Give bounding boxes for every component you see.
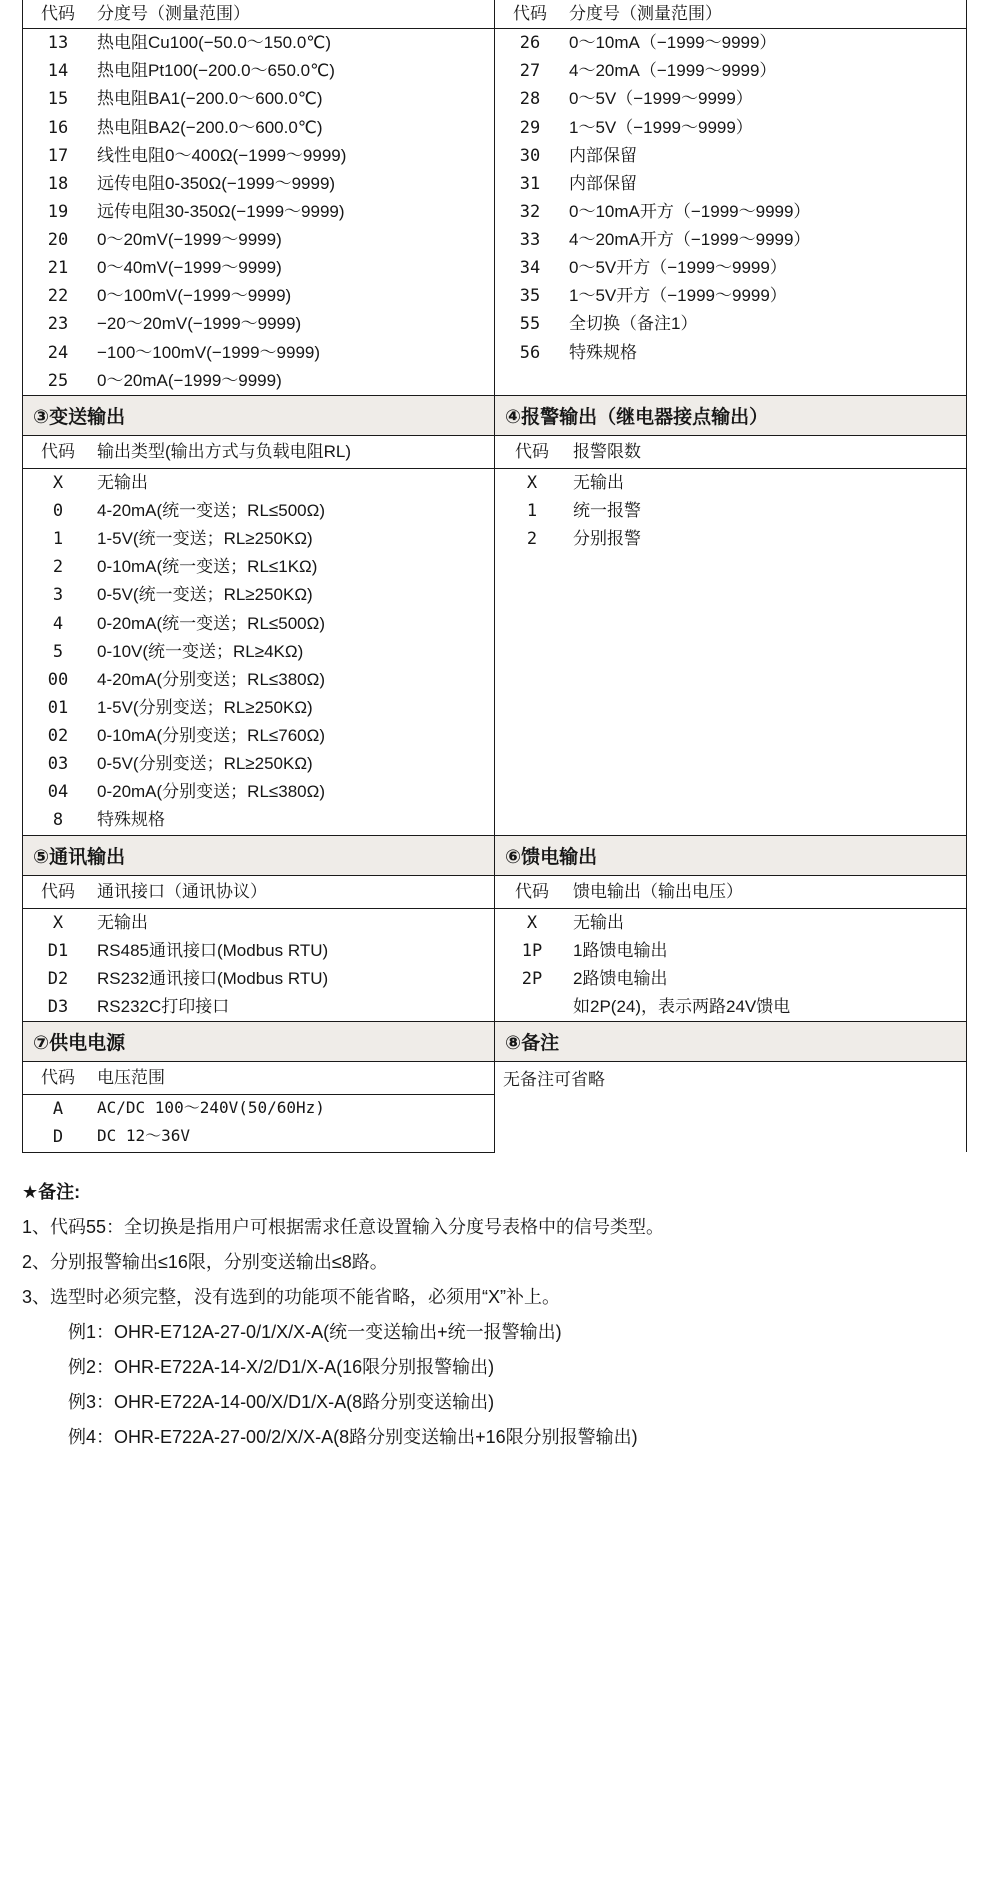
table-row <box>23 85 494 113</box>
table-row <box>23 610 494 638</box>
row-code: D3 <box>47 997 69 1017</box>
notes-section <box>22 1175 968 1456</box>
section5-header-code: 代码 <box>23 876 91 909</box>
row-desc: 0～20mV(−1999～9999) <box>97 230 282 249</box>
section-7-8-header-row <box>23 1062 967 1095</box>
notes-title: ★备注: <box>22 1181 81 1202</box>
row-desc: 全切换（备注1） <box>569 314 698 334</box>
section8-title: ⑧备注 <box>495 1022 966 1062</box>
section4-list <box>495 469 966 553</box>
row-code: 29 <box>519 117 541 138</box>
row-code: 5 <box>52 641 64 662</box>
row-code: 19 <box>47 201 69 222</box>
table-row <box>23 142 494 170</box>
note-item-2: 2、分别报警输出≤16限，分别变送输出≤8路。 <box>22 1251 388 1272</box>
row-desc: 特殊规格 <box>97 810 165 830</box>
row-code: 2P <box>521 968 543 989</box>
row-desc: 无输出 <box>573 472 624 492</box>
row-code: 27 <box>519 61 541 82</box>
row-code: 1 <box>52 529 64 550</box>
row-code: D2 <box>47 968 69 989</box>
row-code: 15 <box>47 89 69 110</box>
row-desc: 远传电阻30-350Ω(−1999～9999) <box>97 201 345 221</box>
section3-title: ③变送输出 <box>23 396 494 436</box>
row-code: 34 <box>519 258 541 279</box>
table-row <box>23 310 494 338</box>
row-desc: DC 12～36V <box>97 1126 191 1146</box>
row-desc: 0～10mA开方（−1999～9999） <box>569 201 811 221</box>
table-row <box>23 694 494 722</box>
row-desc: −100～100mV(−1999～9999) <box>97 342 321 362</box>
section5-title: ⑤通讯输出 <box>23 836 494 876</box>
row-code: 17 <box>47 145 69 166</box>
row-code: 3 <box>52 585 64 606</box>
row-code: 25 <box>47 370 69 391</box>
row-code: 56 <box>519 342 541 363</box>
row-desc: 无输出 <box>573 912 624 932</box>
row-code: 1P <box>521 940 543 961</box>
row-desc: 0-20mA(分别变送；RL≤380Ω) <box>97 782 325 802</box>
table-row <box>23 937 494 965</box>
row-desc: 0～5V（−1999～9999） <box>569 89 753 109</box>
table-row <box>495 29 966 57</box>
row-code: 24 <box>47 342 69 363</box>
row-code: 13 <box>47 33 69 54</box>
table-row <box>23 1095 494 1123</box>
row-desc: 0～5V开方（−1999～9999） <box>569 258 787 278</box>
table-row <box>23 254 494 282</box>
section6-list <box>495 909 966 1022</box>
section7-header-code: 代码 <box>23 1062 91 1095</box>
row-desc: 0～20mA(−1999～9999) <box>97 370 282 390</box>
table-row <box>495 909 966 937</box>
table-row <box>23 367 494 395</box>
example-2: 例2：OHR-E722A-14-X/2/D1/X-A(16限分别报警输出) <box>68 1356 495 1377</box>
row-code: 22 <box>47 286 69 307</box>
table-row <box>23 581 494 609</box>
example-4: 例4：OHR-E722A-27-00/2/X/X-A(8路分别变送输出+16限分别报警输出) <box>68 1427 638 1448</box>
row-desc: 0～100mV(−1999～9999) <box>97 286 292 306</box>
right-header-desc: 分度号（测量范围） <box>569 4 722 23</box>
row-code: 8 <box>52 810 64 831</box>
table-row <box>495 993 966 1021</box>
row-desc: 0-10mA(分别变送；RL≤760Ω) <box>97 726 325 745</box>
note-item-3: 3、选型时必须完整，没有选到的功能项不能省略，必须用“X”补上。 <box>22 1286 561 1307</box>
row-desc: 0-5V(分别变送；RL≥250KΩ) <box>97 754 313 774</box>
section6-header-code: 代码 <box>495 876 567 909</box>
table-row <box>495 310 966 338</box>
row-desc: 0～40mV(−1999～9999) <box>97 258 282 278</box>
row-code: 2 <box>526 529 538 550</box>
row-desc: 1-5V(统一变送；RL≥250KΩ) <box>97 529 313 549</box>
table-row <box>23 638 494 666</box>
row-code: 03 <box>47 754 69 775</box>
table-row <box>23 806 494 834</box>
row-desc: 热电阻BA2(−200.0～600.0℃) <box>97 117 323 137</box>
table-row <box>23 1123 494 1151</box>
row-desc: 1～5V开方（−1999～9999） <box>569 286 787 306</box>
row-code: 28 <box>519 89 541 110</box>
input-signal-body-row <box>23 29 967 396</box>
right-header-code: 代码 <box>513 4 547 24</box>
row-desc: RS232通讯接口(Modbus RTU) <box>97 968 329 988</box>
row-desc: −20～20mV(−1999～9999) <box>97 314 302 334</box>
row-desc: 如2P(24)，表示两路24V馈电 <box>573 997 791 1016</box>
section-3-4-title-row <box>23 395 967 436</box>
row-code: 00 <box>47 669 69 690</box>
table-row <box>495 525 966 553</box>
table-row <box>23 965 494 993</box>
row-code: D1 <box>47 940 69 961</box>
row-desc: 2路馈电输出 <box>573 968 668 988</box>
row-code: 26 <box>519 33 541 54</box>
example-1: 例1：OHR-E712A-27-0/1/X/X-A(统一变送输出+统一报警输出) <box>68 1321 562 1342</box>
section-3-4-header-row <box>23 436 967 469</box>
input-signal-header-row <box>23 0 967 29</box>
table-row <box>495 198 966 226</box>
right-code-list <box>495 29 966 367</box>
table-row <box>23 750 494 778</box>
row-desc: 内部保留 <box>569 173 637 193</box>
row-code: 30 <box>519 145 541 166</box>
table-row <box>495 85 966 113</box>
row-desc: 1路馈电输出 <box>573 940 668 960</box>
table-row <box>23 198 494 226</box>
row-code: 35 <box>519 286 541 307</box>
row-desc: 无输出 <box>97 912 148 932</box>
table-row <box>23 282 494 310</box>
example-3: 例3：OHR-E722A-14-00/X/D1/X-A(8路分别变送输出) <box>68 1392 495 1413</box>
table-row <box>23 778 494 806</box>
table-row <box>23 666 494 694</box>
section4-header-desc: 报警限数 <box>567 436 966 469</box>
row-desc: 4-20mA(统一变送；RL≤500Ω) <box>97 501 325 520</box>
row-code: D <box>52 1127 64 1148</box>
row-code: 33 <box>519 230 541 250</box>
table-row <box>23 339 494 367</box>
table-row <box>23 722 494 750</box>
row-code: 18 <box>47 173 69 194</box>
row-code: 20 <box>47 230 69 250</box>
row-desc: 4～20mA（−1999～9999） <box>569 61 777 81</box>
section7-header-desc: 电压范围 <box>91 1062 494 1095</box>
table-row <box>23 469 494 497</box>
table-row <box>23 993 494 1021</box>
table-row <box>23 497 494 525</box>
row-desc: 0-20mA(统一变送；RL≤500Ω) <box>97 613 325 633</box>
row-code: 21 <box>47 258 69 279</box>
row-desc: 内部保留 <box>569 145 637 165</box>
row-desc: 0-10mA(统一变送；RL≤1KΩ) <box>97 557 318 577</box>
table-row <box>23 114 494 142</box>
table-row <box>495 114 966 142</box>
row-desc: 统一报警 <box>573 501 641 520</box>
row-code: 23 <box>47 314 69 335</box>
row-desc: 0～10mA（−1999～9999） <box>569 33 777 53</box>
section-5-6-header-row <box>23 876 967 909</box>
section-7-8-title-row <box>23 1022 967 1063</box>
row-code <box>495 993 567 1021</box>
table-row <box>495 282 966 310</box>
row-code: X <box>526 472 538 493</box>
row-code: 14 <box>47 61 69 82</box>
row-desc: 1-5V(分别变送；RL≥250KΩ) <box>97 697 313 717</box>
left-code-list <box>23 29 494 395</box>
row-desc: RS232C打印接口 <box>97 997 230 1016</box>
row-code: 4 <box>52 613 64 634</box>
section5-header-desc: 通讯接口（通讯协议） <box>91 876 494 909</box>
section3-list <box>23 469 494 835</box>
table-row <box>495 469 966 497</box>
table-row <box>495 142 966 170</box>
section4-title: ④报警输出（继电器接点输出） <box>495 396 966 436</box>
section6-title: ⑥馈电输出 <box>495 836 966 876</box>
table-row <box>495 937 966 965</box>
row-code: A <box>52 1099 64 1120</box>
row-desc: 热电阻Cu100(−50.0～150.0℃) <box>97 33 332 53</box>
table-row <box>495 254 966 282</box>
row-desc: AC/DC 100～240V(50/60Hz) <box>97 1098 325 1118</box>
table-row <box>23 525 494 553</box>
table-row <box>23 909 494 937</box>
table-row <box>23 553 494 581</box>
section7-list <box>23 1095 494 1151</box>
input-signal-table <box>22 0 967 1153</box>
row-desc: 4-20mA(分别变送；RL≤380Ω) <box>97 669 325 689</box>
row-code: 31 <box>519 173 541 194</box>
row-desc: 特殊规格 <box>569 342 637 362</box>
row-desc: 无输出 <box>97 472 148 492</box>
left-header-desc: 分度号（测量范围） <box>97 4 250 23</box>
row-desc: 远传电阻0-350Ω(−1999～9999) <box>97 173 336 193</box>
row-code: 32 <box>519 201 541 222</box>
row-desc: 线性电阻0～400Ω(−1999～9999) <box>97 145 347 165</box>
table-row <box>495 226 966 254</box>
row-code: 16 <box>47 117 69 138</box>
row-desc: 1～5V（−1999～9999） <box>569 117 753 137</box>
row-code: 55 <box>519 314 541 335</box>
table-row <box>495 497 966 525</box>
table-row <box>23 170 494 198</box>
section3-header-code: 代码 <box>23 436 91 469</box>
section-5-6-body-row <box>23 909 967 1022</box>
row-desc: 分别报警 <box>573 529 641 549</box>
row-code: 0 <box>52 501 64 521</box>
table-row <box>23 57 494 85</box>
row-desc: 0-5V(统一变送；RL≥250KΩ) <box>97 585 313 605</box>
row-code: 01 <box>47 697 69 718</box>
section5-list <box>23 909 494 1022</box>
table-row <box>495 57 966 85</box>
row-code: X <box>52 912 64 933</box>
note-item-1: 1、代码55：全切换是指用户可根据需求任意设置输入分度号表格中的信号类型。 <box>22 1216 665 1237</box>
section-3-4-body-row <box>23 469 967 835</box>
table-row <box>23 226 494 254</box>
row-code: X <box>52 472 64 493</box>
table-row <box>495 965 966 993</box>
row-desc: 热电阻BA1(−200.0～600.0℃) <box>97 89 323 109</box>
row-desc: 4～20mA开方（−1999～9999） <box>569 230 811 249</box>
row-code: 04 <box>47 782 69 803</box>
section3-header-desc: 输出类型(输出方式与负载电阻RL) <box>91 436 494 469</box>
row-desc: 热电阻Pt100(−200.0～650.0℃) <box>97 61 335 81</box>
row-desc: RS485通讯接口(Modbus RTU) <box>97 940 329 960</box>
section-5-6-title-row <box>23 835 967 876</box>
row-code: X <box>526 912 538 933</box>
table-row <box>495 339 966 367</box>
row-code: 2 <box>52 557 64 578</box>
row-code: 1 <box>526 501 538 521</box>
row-desc: 0-10V(统一变送；RL≥4KΩ) <box>97 641 304 661</box>
section4-header-code: 代码 <box>495 436 567 469</box>
table-row <box>23 29 494 57</box>
table-row <box>495 170 966 198</box>
left-header-code: 代码 <box>41 4 75 24</box>
row-code: 02 <box>47 726 69 746</box>
section8-note: 无备注可省略 <box>503 1070 605 1090</box>
section7-title: ⑦供电电源 <box>23 1022 494 1062</box>
section6-header-desc: 馈电输出（输出电压） <box>567 876 966 909</box>
